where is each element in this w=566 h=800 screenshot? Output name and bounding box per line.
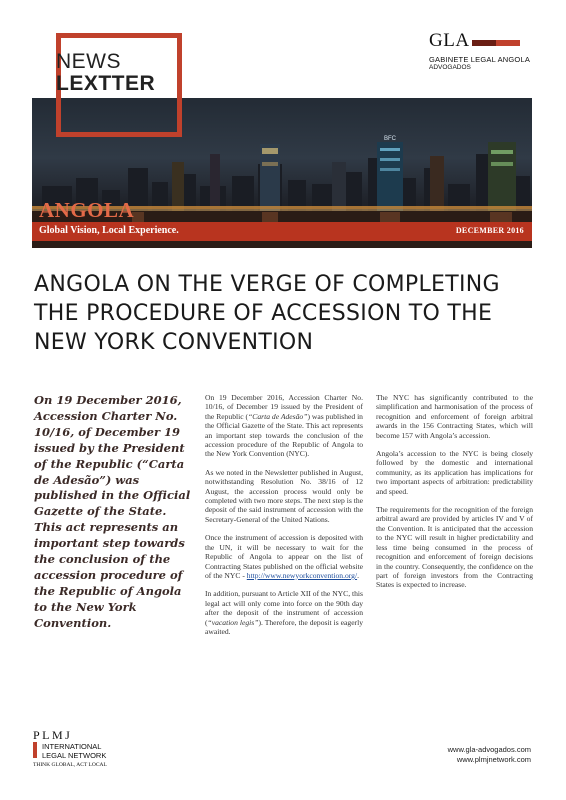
article-column-1 xyxy=(205,393,363,645)
footer-links xyxy=(448,745,531,765)
newsletter-title-line2: LEXTTER xyxy=(56,72,156,95)
article-headline: ANGOLA ON THE VERGE OF COMPLETING THE PROCEDURE OF ACCESSION TO THE NEW YORK CONVENTION xyxy=(34,272,500,355)
gla-logo-word: GLA xyxy=(429,30,470,51)
masthead-frame-bottom xyxy=(56,132,182,137)
plmj-logo-mark xyxy=(33,742,37,758)
gla-logo-bar-dark xyxy=(472,40,496,46)
gla-logo-bar-red xyxy=(496,40,520,46)
newsletter-title-line1: NEWS xyxy=(56,50,121,73)
gla-logo-bar xyxy=(472,40,520,46)
firm-name: GABINETE LEGAL ANGOLA xyxy=(429,55,531,64)
country-title: ANGOLA xyxy=(39,198,135,222)
issue-date: DECEMBER 2016 xyxy=(455,226,524,235)
banner-tagline: Global Vision, Local Experience. xyxy=(39,225,179,236)
gla-website-link[interactable]: www.gla-advogados.com xyxy=(447,745,531,754)
plmj-logo: PLMJ xyxy=(33,728,73,742)
plmj-website-link[interactable]: www.plmjnetwork.com xyxy=(456,755,531,764)
masthead-frame-right xyxy=(177,33,182,137)
building-sign: BFC xyxy=(384,136,396,142)
banner-strip xyxy=(32,222,532,241)
paragraph: As we noted in the Newsletter published in August, notwithstanding Resolution No. 38/16 of 12 August, the accession process would only be completed with two more steps. The next step is the deposit of the said instrument of accession with the Secretary-General of the United Nations. xyxy=(205,467,363,524)
network-name-line1: INTERNATIONAL xyxy=(42,742,102,751)
network-name-line2: LEGAL NETWORK xyxy=(42,751,107,760)
article-column-2 xyxy=(376,393,533,599)
paragraph: Angola’s accession to the NYC is being closely followed by the domestic and international community, as its application has implications for two important aspects of arbitration: predictability and speed. xyxy=(376,449,533,496)
nyc-website-link[interactable]: http://www.newyorkconvention.org/ xyxy=(246,570,358,580)
paragraph: The requirements for the recognition of the foreign arbitral award are provided by articles IV and V of the Convention. It is anticipated that the accession to the NYC will result in higher predictability and less time being consumed in the process of recognition and enforcement of foreign decisions in the country. Consequently, the confidence on the part of foreign investors from the Contracting States is expected to increase. xyxy=(376,505,533,590)
network-tagline: THINK GLOBAL, ACT LOCAL xyxy=(33,762,107,768)
paragraph: The NYC has significantly contributed to the simplification and harmonisation of the process of recognition and enforcement of foreign arbitral awards in the 156 Contracting States, which will become 157 with Angola’s accession. xyxy=(376,393,533,440)
paragraph: In addition, pursuant to Article XII of the NYC, this legal act will only come into force on the 90th day after the deposit of the instrument of accession (“vacation legis”). Therefore, the deposit is eagerly awaited. xyxy=(205,589,363,636)
firm-subtitle: ADVOGADOS xyxy=(429,64,471,71)
paragraph: On 19 December 2016, Accession Charter No. 10/16, of December 19 issued by the President of the Republic (“Carta de Adesão”) was published in the Official Gazette of the State. This act represents an important step towards the conclusion of the accession procedure of the Republic of Angola to the New York Convention (NYC). xyxy=(205,393,363,459)
masthead-frame-top xyxy=(56,33,182,38)
article-lead: On 19 December 2016, Accession Charter No. 10/16, of December 19 issued by the President of the Republic (“Carta de Adesão”) was published in the Official Gazette of the State. This act represents an important step towards the conclusion of the accession procedure of the Republic of Angola to the New York Convention. xyxy=(34,393,191,630)
paragraph: Once the instrument of accession is deposited with the UN, it will be necessary to wait for the Republic of Angola to appear on the list of Contracting States published on the official website of the NYC - http://www.newyorkconvention.org/. xyxy=(205,533,363,580)
